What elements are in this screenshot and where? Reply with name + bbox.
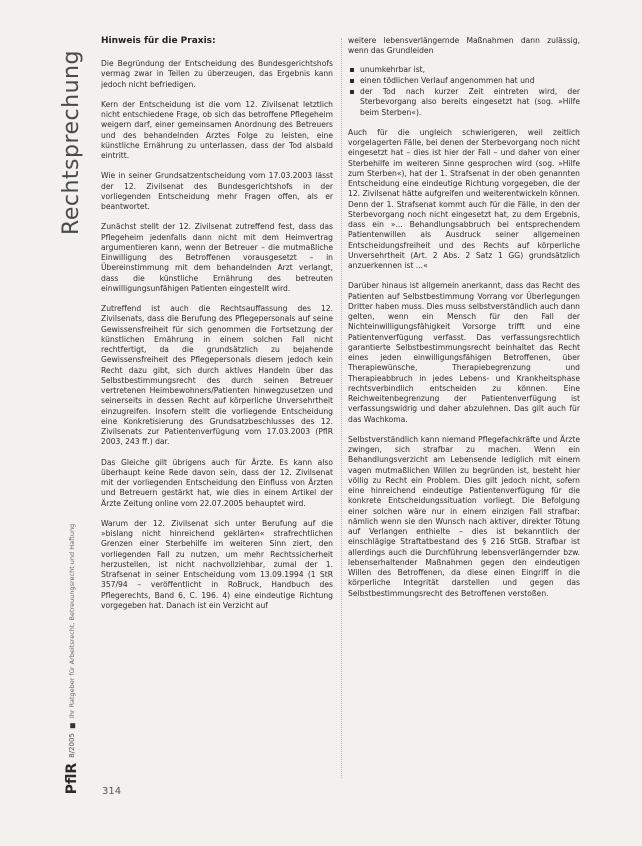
page-number: 314 [102, 786, 122, 797]
list-item: einen tödlichen Verlauf angenommen hat und [348, 76, 580, 86]
paragraph: Kern der Entscheidung ist die vom 12. Zivilsenat letztlich nicht entschiedene Frage, ob sich das betroffene Pflegeheim weigern darf, einer gemeinsamen Anordnung des Betreuers und des behandelnden Arztes Folge zu leisten, eine künstliche Ernährung zu unterlassen, dass der Tod alsbald eintritt. [101, 99, 333, 160]
column-divider [341, 38, 342, 778]
left-column [101, 36, 333, 784]
paragraph: Zunächst stellt der 12. Zivilsenat zutreffend fest, dass das Pflegeheim jedenfalls dann nicht mit dem Heimvertrag argumentieren kann, wenn der Betreuer – die mutmaßliche Einwilligung des Betroffenen vorausgesetzt – in Übereinstimmung mit dem behandelnden Arzt verlangt, dass die künstliche Ernährung des betreuten einwilligungsunfähigen Patienten eingestellt wird. [101, 222, 333, 293]
paragraph: Zutreffend ist auch die Rechtsauffassung des 12. Zivilsenats, dass die Berufung des Pflegepersonals auf seine Gewissensfreiheit für sich genommen die Fortsetzung der künstlichen Ernährung in einem solchen Fall nicht rechtfertigt, da die grundsätzlich zu bejahende Gewissensfreiheit des Pflegepersonals diesem jedoch kein Recht dazu gibt, sich durch aktives Handeln über das Selbstbestimmungsrecht des durch seinen Betreuer vertretenen Heimbewohners/Patienten hinwegzusetzen und seinerseits in dessen Recht auf körperliche Unversehrtheit einzugreifen. Insofern stellt die vorliegende Entscheidung eine Konkretisierung des Grundsatzbeschlusses des 12. Zivilsenats zur Patientenverfügung vom 17.03.2003 (PflR 2003, 243 ff.) dar. [101, 304, 333, 447]
paragraph: Wie in seiner Grundsatzentscheidung vom 17.03.2003 lässt der 12. Zivilsenat des Bundesgerichtshofs in der vorliegenden Entscheidung mehr Fragen offen, als er beantwortet. [101, 171, 333, 211]
square-bullet-icon [350, 68, 354, 72]
paragraph: Das Gleiche gilt übrigens auch für Ärzte. Es kann also überhaupt keine Rede davon sein, dass der 12. Zivilsenat mit der vorliegenden Entscheidung den Einfluss von Ärzten und Betreuern gestärkt hat, wie dies in einem Artikel der Ärzte Zeitung online vom 22.07.2005 behauptet wird. [101, 457, 333, 508]
journal-subtitle: Ihr Ratgeber für Arbeitsrecht, Betreuungsrecht und Haftung [68, 523, 76, 719]
criteria-list [348, 65, 580, 118]
journal-issue: 8/2005 [68, 733, 76, 758]
square-bullet-icon [350, 79, 354, 83]
paragraph: Selbstverständlich kann niemand Pflegefachkräfte und Ärzte zwingen, sich strafbar zu machen. Wenn ein Behandlungsverzicht am Lebensende lediglich mit einem vagen mutmaßlichen Willen zu begründen ist, besteht hier völlig zu Recht ein Problem. Dies gilt jedoch nicht, sofern eine hinreichend eindeutige Patientenverfügung für die konkrete Entscheidungssituation vorliegt. Die Befolgung einer solchen wäre nur in einem einzigen Fall strafbar: nämlich wenn sie den Wunsch nach aktiver, direkter Tötung auf Verlangen enthielte – dies ist bekanntlich der einschlägige Straftatbestand des § 216 StGB. Strafbar ist allerdings auch die Durchführung lebensverlängernder bzw. lebenserhaltender Maßnahmen gegen den eindeutigen Willen des Betroffenen, da diese einen Eingriff in die körperliche Integrität darstellen und gegen das Selbstbestimmungsrecht des Betroffenen verstoßen. [348, 434, 580, 598]
paragraph: Die Begründung der Entscheidung des Bundesgerichtshofs vermag zwar in Teilen zu überzeugen, das Ergebnis kann jedoch nicht befriedigen. [101, 59, 333, 89]
square-bullet-icon [70, 723, 75, 728]
paragraph-continuation: weitere lebensverlängernde Maßnahmen dann zulässig, wenn das Grundleiden [348, 36, 580, 56]
section-label-text: Rechtsprechung [58, 49, 84, 235]
square-bullet-icon [350, 90, 354, 94]
list-item: unumkehrbar ist, [348, 65, 580, 75]
list-item: der Tod nach kurzer Zeit eintreten wird, der Sterbevorgang also bereits eingesetzt hat (sog. »Hilfe beim Sterben«). [348, 87, 580, 118]
journal-footer [60, 523, 84, 795]
paragraph: Warum der 12. Zivilsenat sich unter Berufung auf die »bislang nicht hinreichend geklärten« strafrechtlichen Grenzen einer Sterbehilfe im weiteren Sinn ziert, den vorliegenden Fall zu nutzen, um mehr Rechtssicherheit herzustellen, ist nicht nachvollziehbar, zumal der 1. Strafsenat in seiner Entscheidung vom 13.09.1994 (1 StR 357/94 – veröffentlicht in RoBruck, Handbuch des Pflegerechts, Band 6, C. 196. 4) eine eindeutige Richtung vorgegeben hat. Danach ist ein Verzicht auf [101, 518, 333, 610]
paragraph: Darüber hinaus ist allgemein anerkannt, dass das Recht des Patienten auf Selbstbestimmung Vorrang vor Überlegungen Dritter haben muss. Dies muss selbstverständlich auch dann gelten, wenn ein Mensch für den Fall der Nichteinwilligungsfähigkeit Vorsorge trifft und eine Patientenverfügung verfasst. Das verfassungsrechtlich garantierte Selbstbestimmungsrecht beinhaltet das Recht eines jeden einwilligungsfähigen Betroffenen, über Therapiewünsche, Therapiebegrenzung und Therapieabbruch in jedes Lebens- und Krankheitsphase rechtsverbindlich entscheiden zu können. Eine Reichweitenbegrenzung der Patientenverfügung ist verfassungswidrig und daher abzulehnen. Das gilt auch für das Wachkoma. [348, 281, 580, 424]
section-label [54, 28, 88, 256]
practice-note-heading: Hinweis für die Praxis: [101, 36, 216, 46]
paragraph: Auch für die ungleich schwierigeren, weil zeitlich vorgelagerten Fälle, bei denen der Sterbevorgang noch nicht eingesetzt hat – dies ist hier der Fall – und daher von einer Sterbehilfe im weiteren Sinne gesprochen wird (sog. »Hilfe zum Sterben«), hat der 1. Strafsenat in der oben genannten Entscheidung eine eindeutige Richtung vorgegeben, die der 12. Zivilsenat hätte aufgreifen und weiterentwickeln können. Denn der 1. Strafsenat kommt auch für die Fälle, in den der Sterbevorgang noch nicht eingesetzt hat, zu dem Ergebnis, dass ein »... Behandlungsabbruch bei entsprechendem Patientenwillen als Ausdruck seiner allgemeinen Entscheidungsfreiheit und des Rechts auf körperliche Unversehrtheit (Art. 2 Abs. 2 Satz 1 GG) grundsätzlich anzuerkennen ist ...« [348, 127, 580, 270]
journal-name: PflR [64, 762, 80, 795]
right-column [348, 36, 580, 784]
